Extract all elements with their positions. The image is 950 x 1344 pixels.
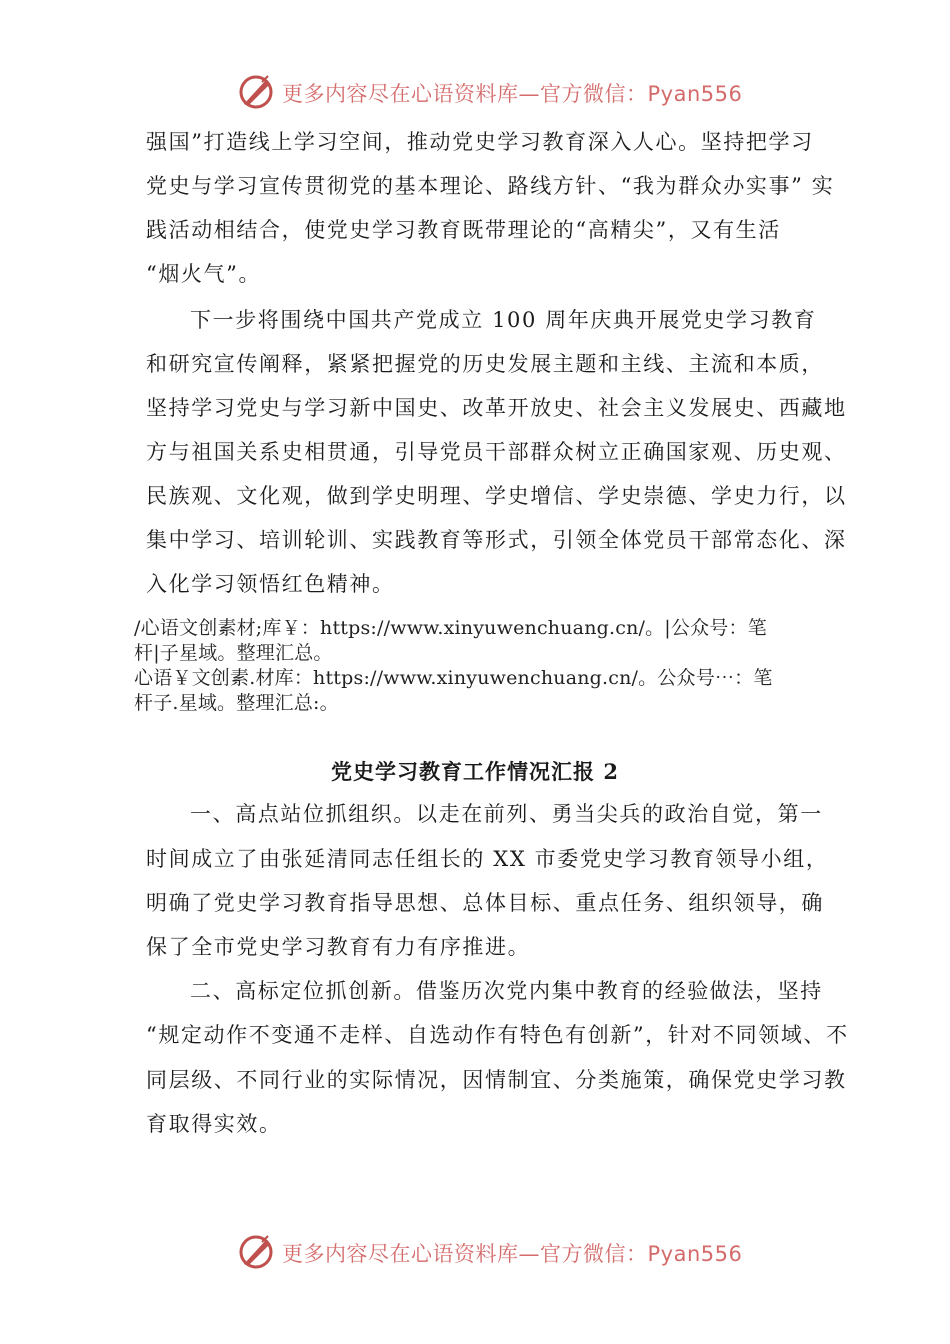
paragraph-line: 方与祖国关系史相贯通，引导党员干部群众树立正确国家观、历史观、: [146, 440, 847, 464]
pen-logo-icon: [236, 72, 276, 112]
paragraph-line: 和研究宣传阐释，紧紧把握党的历史发展主题和主线、主流和本质，: [146, 352, 824, 376]
paragraph-line: “规定动作不变通不走样、自选动作有特色有创新”，针对不同领域、不: [146, 1023, 849, 1047]
section-2-title: 党史学习教育工作情况汇报 2: [331, 759, 619, 784]
paragraph-line: 明确了党史学习教育指导思想、总体目标、重点任务、组织领导，确: [146, 891, 824, 915]
paragraph-line: 集中学习、培训轮训、实践教育等形式，引领全体党员干部常态化、深: [146, 528, 847, 552]
paragraph-line: 下一步将围绕中国共产党成立 100 周年庆典开展党史学习教育: [190, 308, 817, 332]
paragraph-line: 保了全市党史学习教育有力有序推进。: [146, 935, 531, 959]
paragraph-line: 育取得实效。: [146, 1112, 282, 1136]
watermark-line: 杆子.星域。整理汇总:。: [134, 692, 339, 714]
paragraph-line: 二、高标定位抓创新。借鉴历次党内集中教育的经验做法，坚持: [190, 979, 823, 1003]
paragraph-line: 党史与学习宣传贯彻党的基本理论、路线方针、“我为群众办实事” 实: [146, 174, 835, 198]
paragraph-line: 强国”打造线上学习空间，推动党史学习教育深入人心。坚持把学习: [146, 130, 814, 154]
watermark-line: 心语￥文创素.材库：https://www.xinyuwenchuang.cn/。公众号⋯：笔: [134, 667, 773, 689]
paragraph-line: “烟火气”。: [146, 262, 262, 286]
watermark-line: 杆|子星域。整理汇总。: [134, 642, 333, 664]
paragraph-line: 同层级、不同行业的实际情况，因情制宜、分类施策，确保党史学习教: [146, 1068, 847, 1092]
header-banner: [0, 70, 950, 114]
paragraph-line: 入化学习领悟红色精神。: [146, 572, 395, 596]
footer-banner: [0, 1230, 950, 1274]
banner-text: 更多内容尽在心语资料库—官方微信：Pyan556: [282, 82, 743, 106]
pen-logo-icon: [236, 1232, 276, 1272]
paragraph-line: 坚持学习党史与学习新中国史、改革开放史、社会主义发展史、西藏地: [146, 396, 847, 420]
paragraph-line: 时间成立了由张延清同志任组长的 XX 市委党史学习教育领导小组，: [146, 847, 829, 871]
paragraph-line: 践活动相结合，使党史学习教育既带理论的“高精尖”，又有生活: [146, 218, 781, 242]
paragraph-line: 一、高点站位抓组织。以走在前列、勇当尖兵的政治自觉，第一: [190, 802, 823, 826]
watermark-line: /心语文创素材;库￥：https://www.xinyuwenchuang.cn/。|公众号：笔: [134, 617, 767, 639]
banner-text: 更多内容尽在心语资料库—官方微信：Pyan556: [282, 1242, 743, 1266]
paragraph-line: 民族观、文化观，做到学史明理、学史增信、学史崇德、学史力行，以: [146, 484, 847, 508]
